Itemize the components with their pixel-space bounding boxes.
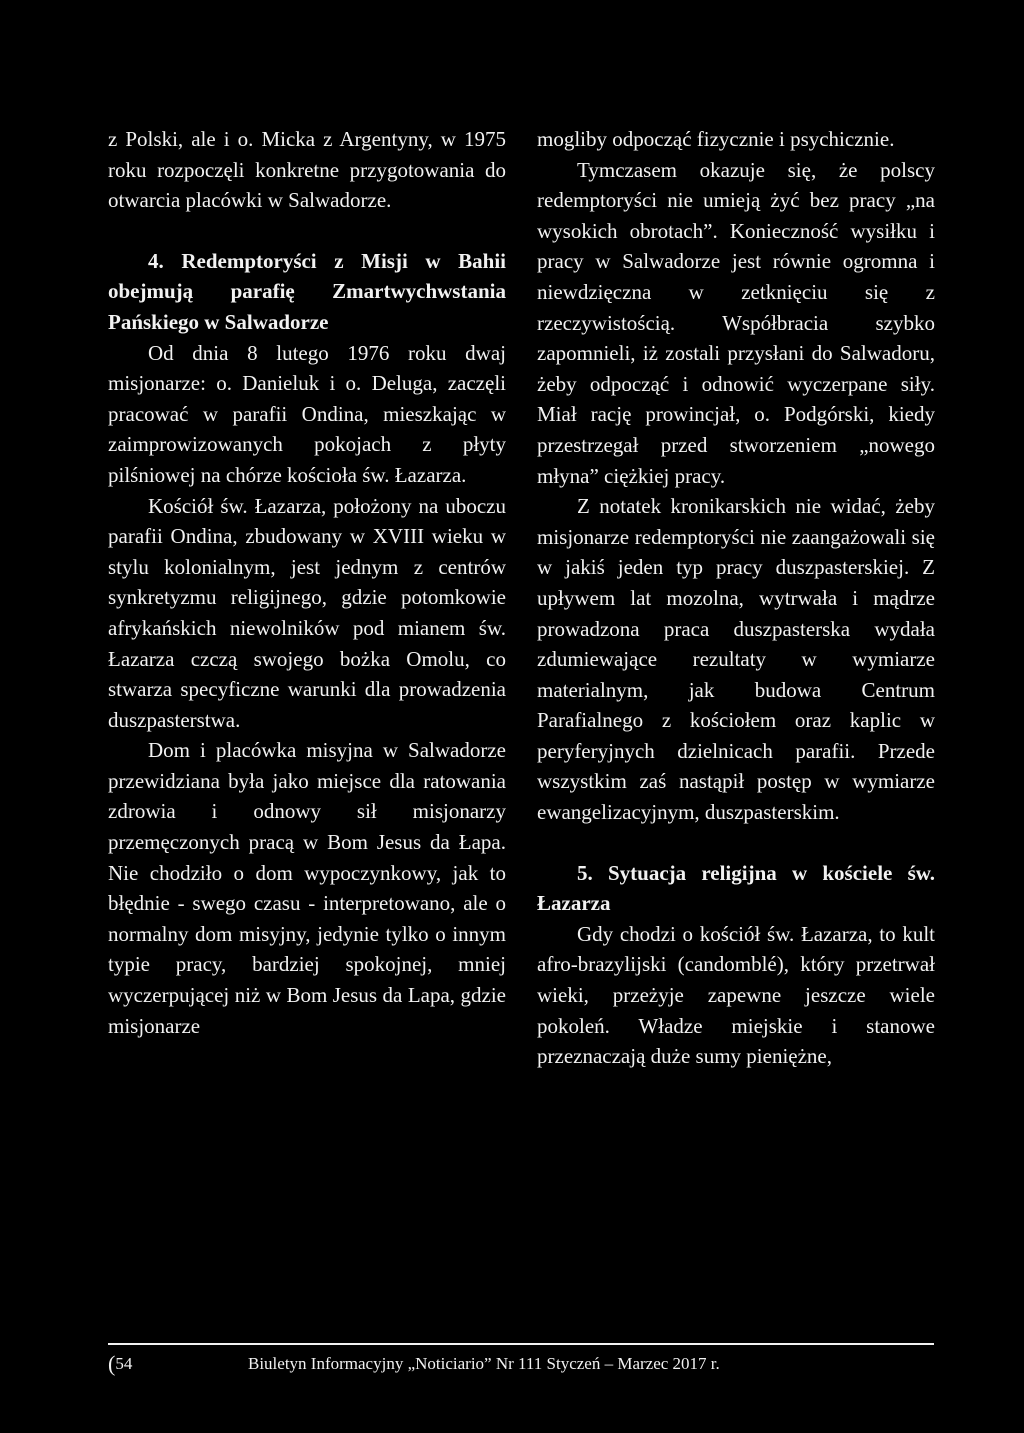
paragraph: Z notatek kronikarskich nie widać, żeby misjonarze redemptoryści nie zaangażowali się w jakiś jeden typ pracy duszpasterskiej. Z upływem lat mozolna, wytrwała i mądrze prowadzona praca duszpasterska wydała zdumiewające rezultaty w wymiarze materialnym, jak budowa Centrum Parafialnego z kościołem oraz kaplic w peryferyjnych dzielnicach parafii. Przede wszystkim zaś nastąpił postęp w wymiarze ewangelizacyjnym, duszpasterskim. [537,494,935,825]
publication-title: Biuletyn Informacyjny „Noticiario” Nr 111 Styczeń – Marzec 2017 r. [248,1354,720,1373]
paragraph: Dom i placówka misyjna w Salwadorze przewidziana była jako miejsce dla ratowania zdrowia i odnowy sił misjonarzy przemęczonych pracą w Bom Jesus da Łapa. Nie chodziło o dom wypoczynkowy, jak to błędnie - swego czasu - interpretowano, ale o normalny dom misyjny, jedynie tylko o innym typie pracy, bardziej spokojnej, mniej wyczerpującej niż w Bom Jesus da Lapa, gdzie misjonarze [108,738,506,1038]
section-heading: 5. Sytuacja religijna w kościele św. Łazarza [537,860,935,916]
paragraph: mogliby odpocząć fizycznie i psychicznie. [537,127,895,151]
left-column [108,124,506,1041]
page-footer [108,1352,934,1382]
paragraph: Od dnia 8 lutego 1976 roku dwaj misjonarze: o. Danieluk i o. Deluga, zaczęli pracować w parafii Ondina, mieszkając w zaimprowizowanych pokojach z płyty pilśniowej na chórze kościoła św. Łazarza. [108,340,506,487]
footer-divider [108,1343,934,1345]
paragraph: Gdy chodzi o kościół św. Łazarza, to kult afro-brazylijski (candomblé), który przetrwał wieki, przeżyje zapewne jeszcze wiele pokoleń. Władze miejskie i stanowe przeznaczają duże sumy pieniężne, [537,921,935,1069]
page-number [108,1352,132,1376]
paragraph: z Polski, ale i o. Micka z Argentyny, w 1975 roku rozpoczęli konkretne przygotowania do otwarcia placówki w Salwadorze. [108,127,506,213]
page-number-bracket: ( [108,1351,116,1376]
paragraph: Kościół św. Łazarza, położony na uboczu parafii Ondina, zbudowany w XVIII wieku w stylu kolonialnym, jest jednym z centrów synkretyzmu religijnego, gdzie potomkowie afrykańskich niewolników pod mianem św. Łazarza czczą swojego bożka Omolu, co stwarza specyficzne warunki dla prowadzenia duszpasterstwa. [108,493,506,732]
paragraph: Tymczasem okazuje się, że polscy redemptoryści nie umieją żyć bez pracy „na wysokich obrotach”. Konieczność wysiłku i pracy w Salwadorze jest równie ogromna i niewdzięczna w zetknięciu się z rzeczywistością. Współbracia szybko zapomnieli, iż zostali przysłani do Salwadoru, żeby odpocząć i odnowić wyczerpane siły. Miał rację prowincjał, o. Podgórski, kiedy przestrzegał przed stworzeniem „nowego młyna” ciężkiej pracy. [537,157,935,488]
right-column [537,124,935,1072]
page-number-value: 54 [115,1354,133,1373]
section-heading: 4. Redemptoryści z Misji w Bahii obejmują parafię Zmartwychwstania Pańskiego w Salwadorze [108,248,506,334]
